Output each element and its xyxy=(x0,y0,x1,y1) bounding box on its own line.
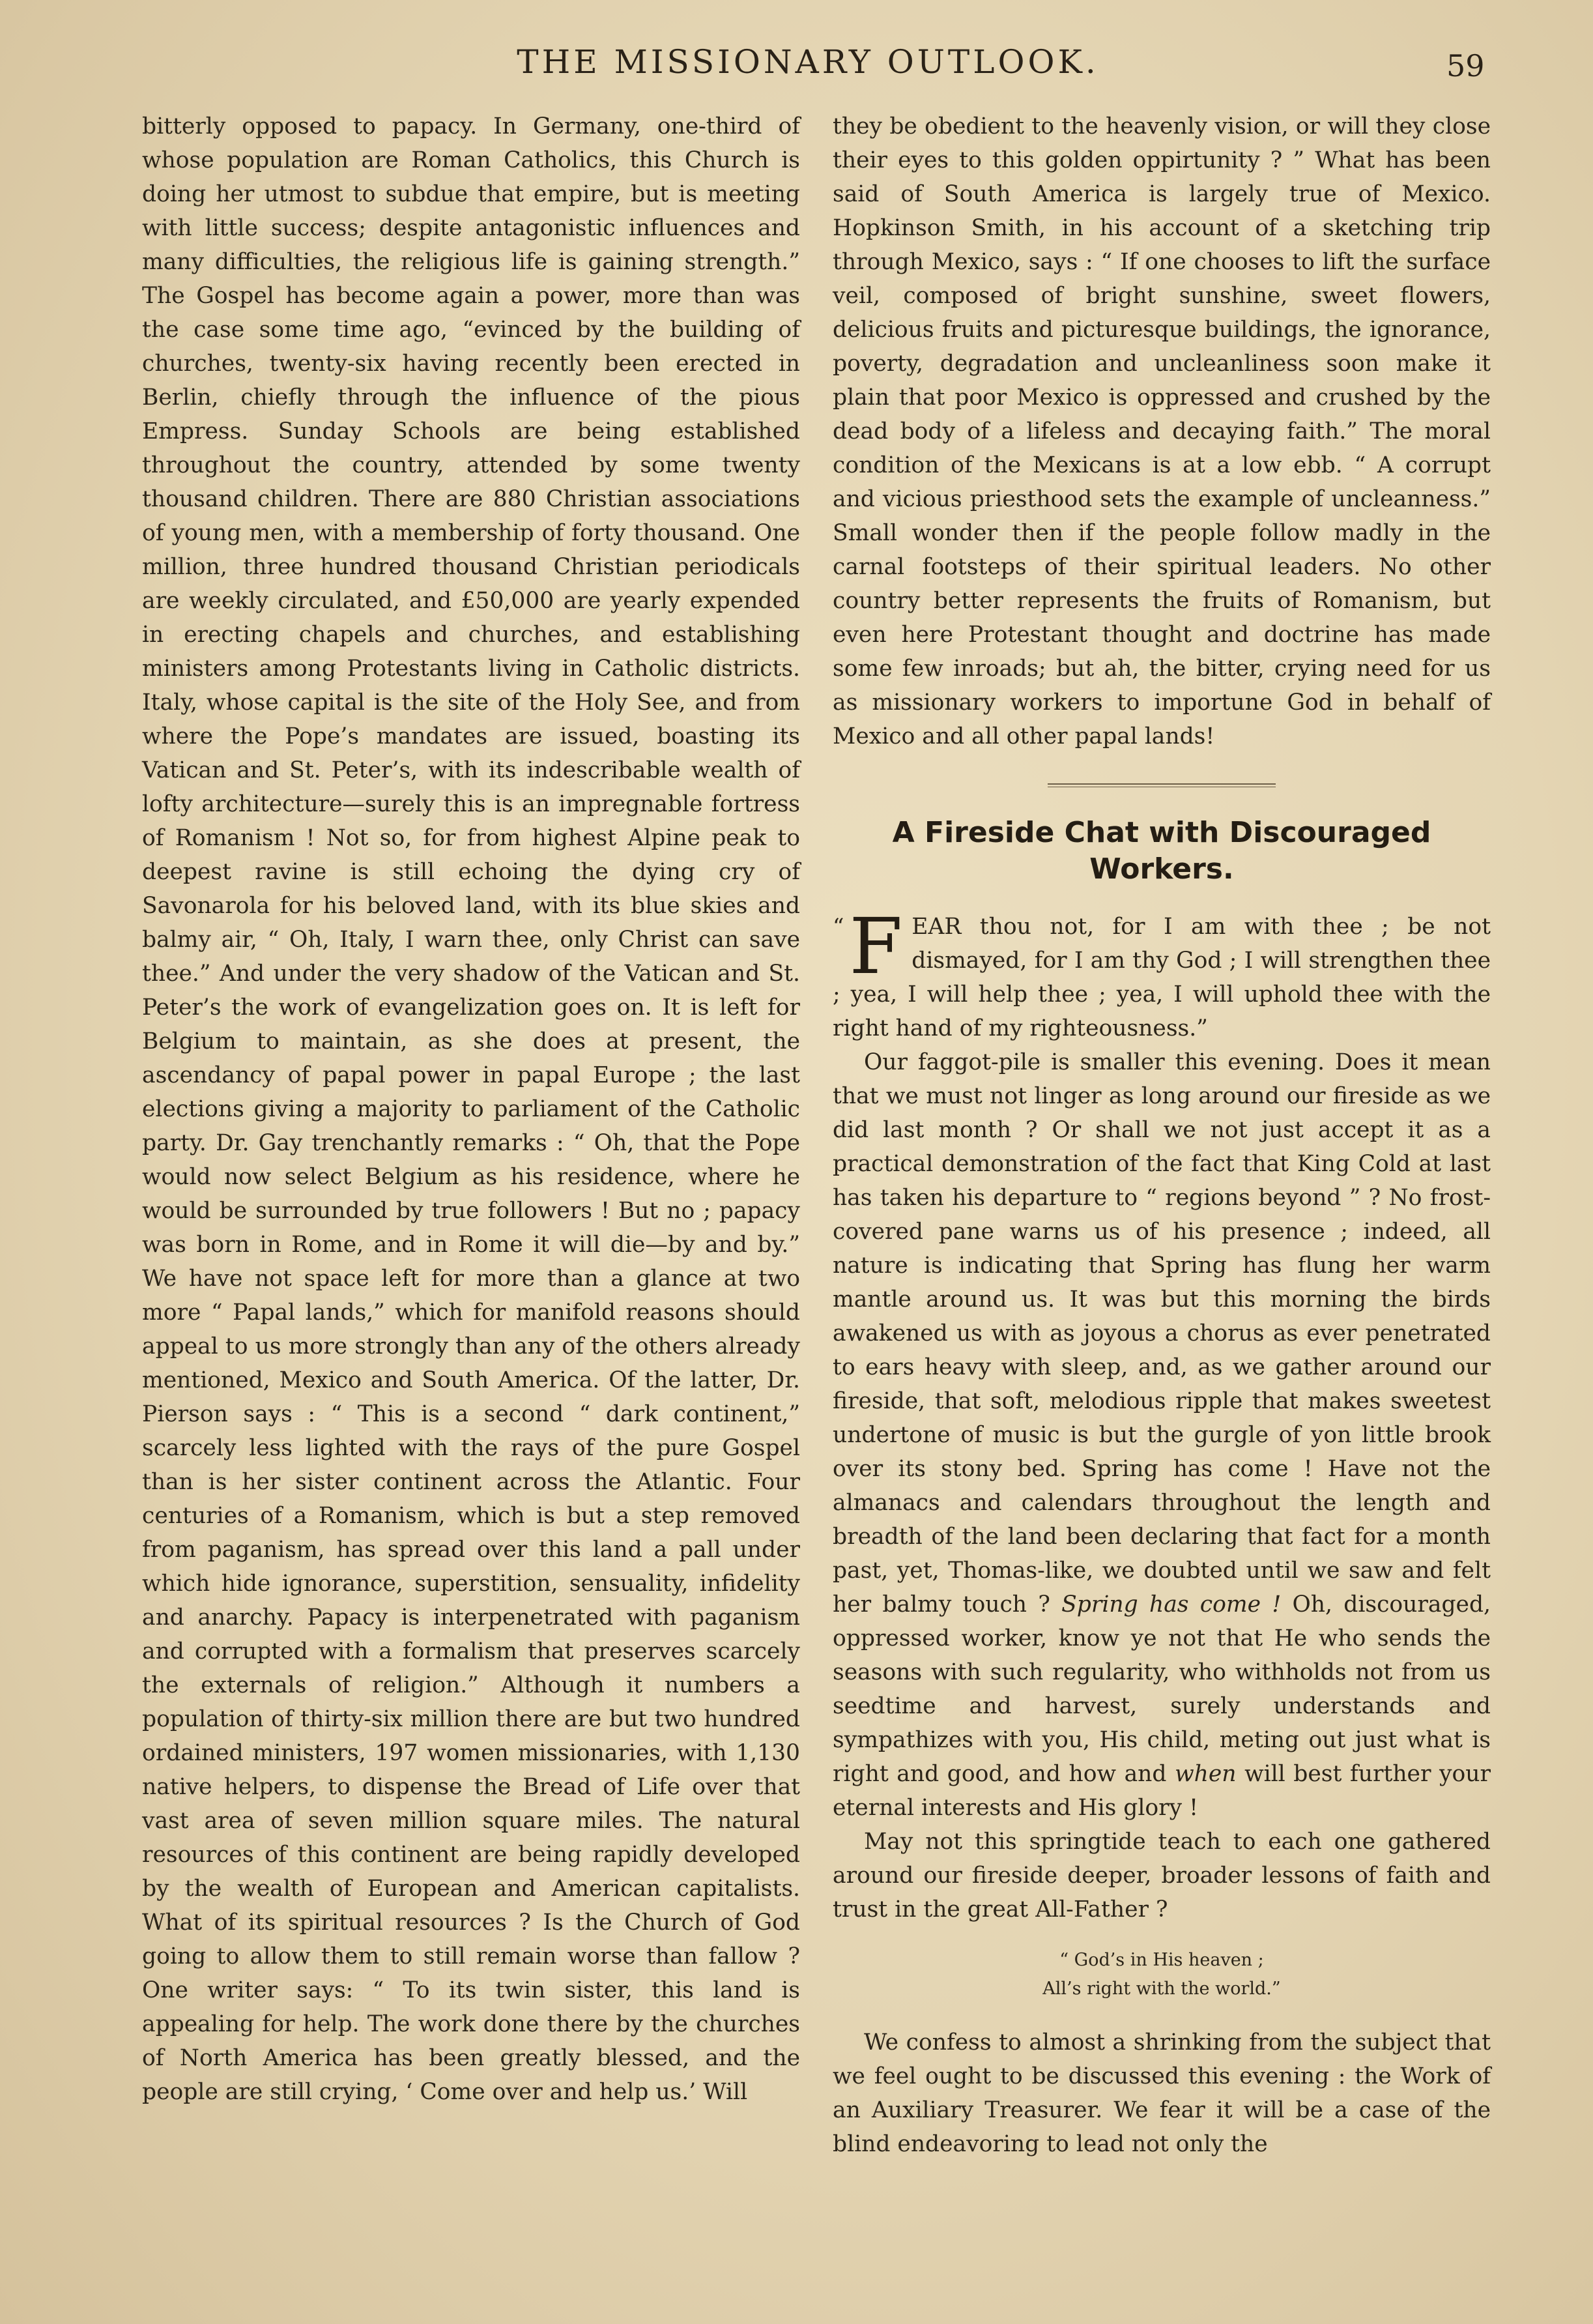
left-paragraph: bitterly opposed to papacy. In Germany, one-third of whose population are Roman Catholics, this Church is doing her utmost to subdue that empire, but is meeting with little success; despite antagonistic influences and many difficulties, the religious life is gaining strength.” The Gospel has become again a power, more than was the case some time ago, “evinced by the building of churches, twenty-six having recently been erected in Berlin, chiefly through the influence of the pious Empress. Sunday Schools are being established throughout the country, attended by some twenty thousand children. There are 880 Christian associations of young men, with a membership of forty thousand. One million, three hundred thousand Christian periodicals are weekly circulated, and £50,000 are yearly expended in erecting chapels and churches, and establishing ministers among Protestants living in Catholic districts. Italy, whose capital is the site of the Holy See, and from where the Pope’s mandates are issued, boasting its Vatican and St. Peter’s, with its indescribable wealth of lofty architecture—surely this is an impregnable fortress of Romanism ! Not so, for from highest Alpine peak to deepest ravine is still echoing the dying cry of Savonarola for his beloved land, with its blue skies and balmy air, “ Oh, Italy, I warn thee, only Christ can save thee.” And under the very shadow of the Vatican and St. Peter’s the work of evangelization goes on. It is left for Belgium to maintain, as she does at present, the ascendancy of papal power in papal Europe ; the last elections giving a majority to parliament of the Catholic party. Dr. Gay trenchantly remarks : “ Oh, that the Pope would now select Belgium as his residence, where he would be surrounded by true followers ! But no ; papacy was born in Rome, and in Rome it will die—by and by.” We have not space left for more than a glance at two more “ Papal lands,” which for manifold reasons should appeal to us more strongly than any of the others already mentioned, Mexico and South America. Of the latter, Dr. Pierson says : “ This is a second “ dark continent,” scarcely less lighted with the rays of the pure Gospel than is her sister continent across the Atlantic. Four centuries of a Romanism, which is but a step removed from paganism, has spread over this land a pall under which hide ignorance, superstition, sensuality, infidelity and anarchy. Papacy is interpenetrated with paganism and corrupted with a formalism that preserves scarcely the externals of religion.” Although it numbers a population of thirty-six million there are but two hundred ordained ministers, 197 women missionaries, with 1,130 native helpers, to dispense the Bread of Life over that vast area of seven million square miles. The natural resources of this continent are being rapidly developed by the wealth of European and American capitalists. What of its spiritual resources ? Is the Church of God going to allow them to still remain worse than fallow ? One writer says: “ To its twin sister, this land is appealing for help. The work done there by the churches of North America has been greatly blessed, and the people are still crying, ‘ Come over and help us.’ Will xyxy=(142,113,800,2105)
poem-line: “ God’s in His heaven ; xyxy=(1059,1950,1264,1970)
lead-paragraph xyxy=(833,901,1491,1045)
poem-quote xyxy=(833,1946,1491,2003)
italic-word: when xyxy=(1175,1761,1237,1787)
running-header: THE MISSIONARY OUTLOOK. xyxy=(517,43,1099,81)
opening-quote: “ xyxy=(833,914,844,940)
article-title: A Fireside Chat with Discouraged Workers. xyxy=(892,816,1431,886)
right-column xyxy=(833,109,1491,2161)
right-paragraph-continued: they be obedient to the heavenly vision, or will they close their eyes to this golden oppirtunity ? ” What has been said of South America is largely true of Mexico. Hopkinson Smith, in his account of a sketching trip through Mexico, says : “ If one chooses to lift the surface veil, composed of bright sunshine, sweet flowers, delicious fruits and picturesque buildings, the ignorance, poverty, degradation and uncleanliness soon make it plain that poor Mexico is oppressed and crushed by the dead body of a lifeless and decaying faith.” The moral condition of the Mexicans is at a low ebb. “ A corrupt and vicious priesthood sets the example of uncleanness.” Small wonder then if the people follow madly in the carnal footsteps of their spiritual leaders. No other country better represents the fruits of Romanism, but even here Protestant thought and doctrine has made some few inroads; but ah, the bitter, crying need for us as missionary workers to importune God in behalf of Mexico and all other papal lands! xyxy=(833,113,1491,749)
section-divider xyxy=(1048,783,1276,787)
body-text: Oh, discouraged, oppressed worker, know ye not that He who sends the seasons with such regularity, who withholds not from us seedtime and harvest, surely understands and sympathizes with you, His child, meting out just what is right and good, and how and xyxy=(833,1591,1491,1787)
body-text: will best further your eternal interests and His glory ! xyxy=(833,1761,1491,1821)
drop-cap: F xyxy=(849,901,903,991)
body-paragraph: We confess to almost a shrinking from the subject that we feel ought to be discussed this evening : the Work of an Auxiliary Treasurer. We fear it will be a case of the blind endeavoring to lead not only the xyxy=(833,2029,1491,2157)
poem-line: All’s right with the world.” xyxy=(1042,1979,1281,1999)
page-number: 59 xyxy=(1446,48,1485,83)
italic-phrase: Spring has come ! xyxy=(1061,1591,1282,1618)
left-column xyxy=(142,109,800,2109)
body-text: Our faggot-pile is smaller this evening. Does it mean that we must not linger as long around our fireside as we did last month ? Or shall we not just accept it as a practical demonstration of the fact that King Cold at last has taken his departure to “ regions beyond ” ? No frost-covered pane warns us of his presence ; indeed, all nature is indicating that Spring has flung her warm mantle around us. It was but this morning the birds awakened us with as joyous a chorus as ever penetrated to ears heavy with sleep, and, as we gather around our fireside, that soft, melodious ripple that makes sweetest undertone of music is but the gurgle of yon little brook over its stony bed. Spring has come ! Have not the almanacs and calendars throughout the length and breadth of the land been declaring that fact for a month past, yet, Thomas-like, we doubted until we saw and felt her balmy touch ? xyxy=(833,1049,1491,1618)
body-paragraph xyxy=(833,1045,1491,1825)
lead-text: EAR thou not, for I am with thee ; be not dismayed, for I am thy God ; I will strengthen thee ; yea, I will help thee ; yea, I will uphold thee with the right hand of my righteousness.” xyxy=(833,914,1491,1041)
body-paragraph: May not this springtide teach to each one gathered around our fireside deeper, broader lessons of faith and trust in the great All-Father ? xyxy=(833,1829,1491,1923)
